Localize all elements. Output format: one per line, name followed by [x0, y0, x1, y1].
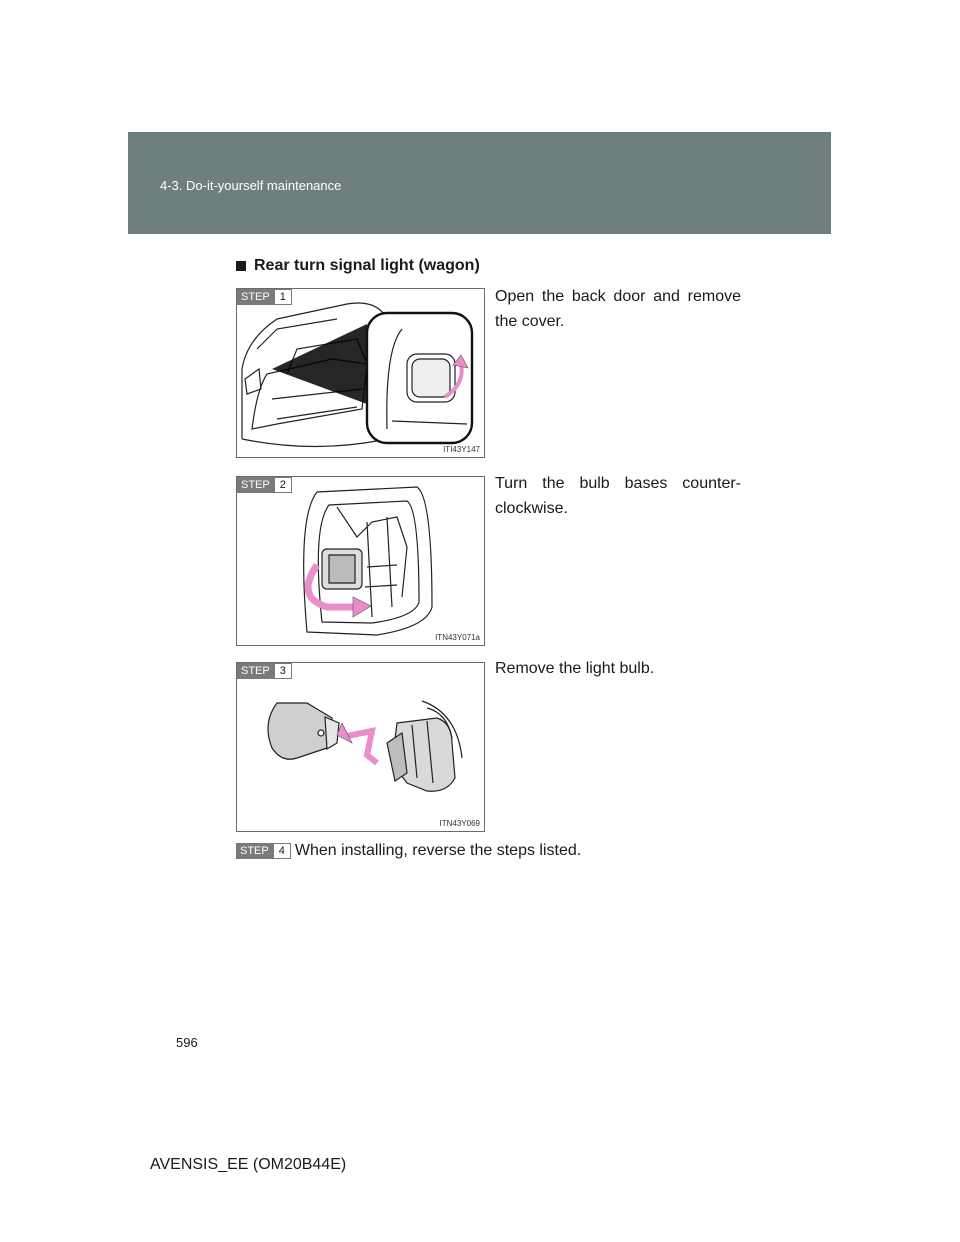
- step-4-text: When installing, reverse the steps listed.: [294, 842, 582, 859]
- page-number: 596: [176, 1035, 198, 1050]
- step-2-text: Turn the bulb bases counter-clockwise.: [495, 475, 741, 517]
- figure-code: ITI43Y147: [443, 445, 480, 454]
- light-bulb-removal-illustration: [237, 663, 484, 831]
- step-1-figure: [236, 288, 485, 458]
- page-header: [128, 132, 831, 234]
- section-title: [236, 257, 480, 275]
- step-1-text: Open the back door and remove the cover.: [495, 288, 741, 330]
- step-3-figure: [236, 662, 485, 832]
- step-4: [236, 842, 581, 860]
- section-breadcrumb: 4-3. Do-it-yourself maintenance: [160, 178, 342, 193]
- figure-code: ITN43Y071a: [435, 633, 480, 642]
- step-1-badge: STEP 1: [237, 289, 292, 305]
- step-2-figure: [236, 476, 485, 646]
- section-title-text: Rear turn signal light (wagon): [254, 257, 480, 274]
- step-3-badge: STEP 3: [237, 663, 292, 679]
- bulb-socket-illustration: [237, 477, 484, 645]
- step-3-text: Remove the light bulb.: [495, 660, 655, 677]
- square-bullet-icon: [236, 261, 246, 271]
- footer-model-code: AVENSIS_EE (OM20B44E): [150, 1156, 347, 1173]
- figure-code: ITN43Y069: [439, 819, 480, 828]
- step-4-badge: STEP 4: [236, 843, 291, 859]
- car-back-door-illustration: [237, 289, 484, 457]
- step-2-badge: STEP 2: [237, 477, 292, 493]
